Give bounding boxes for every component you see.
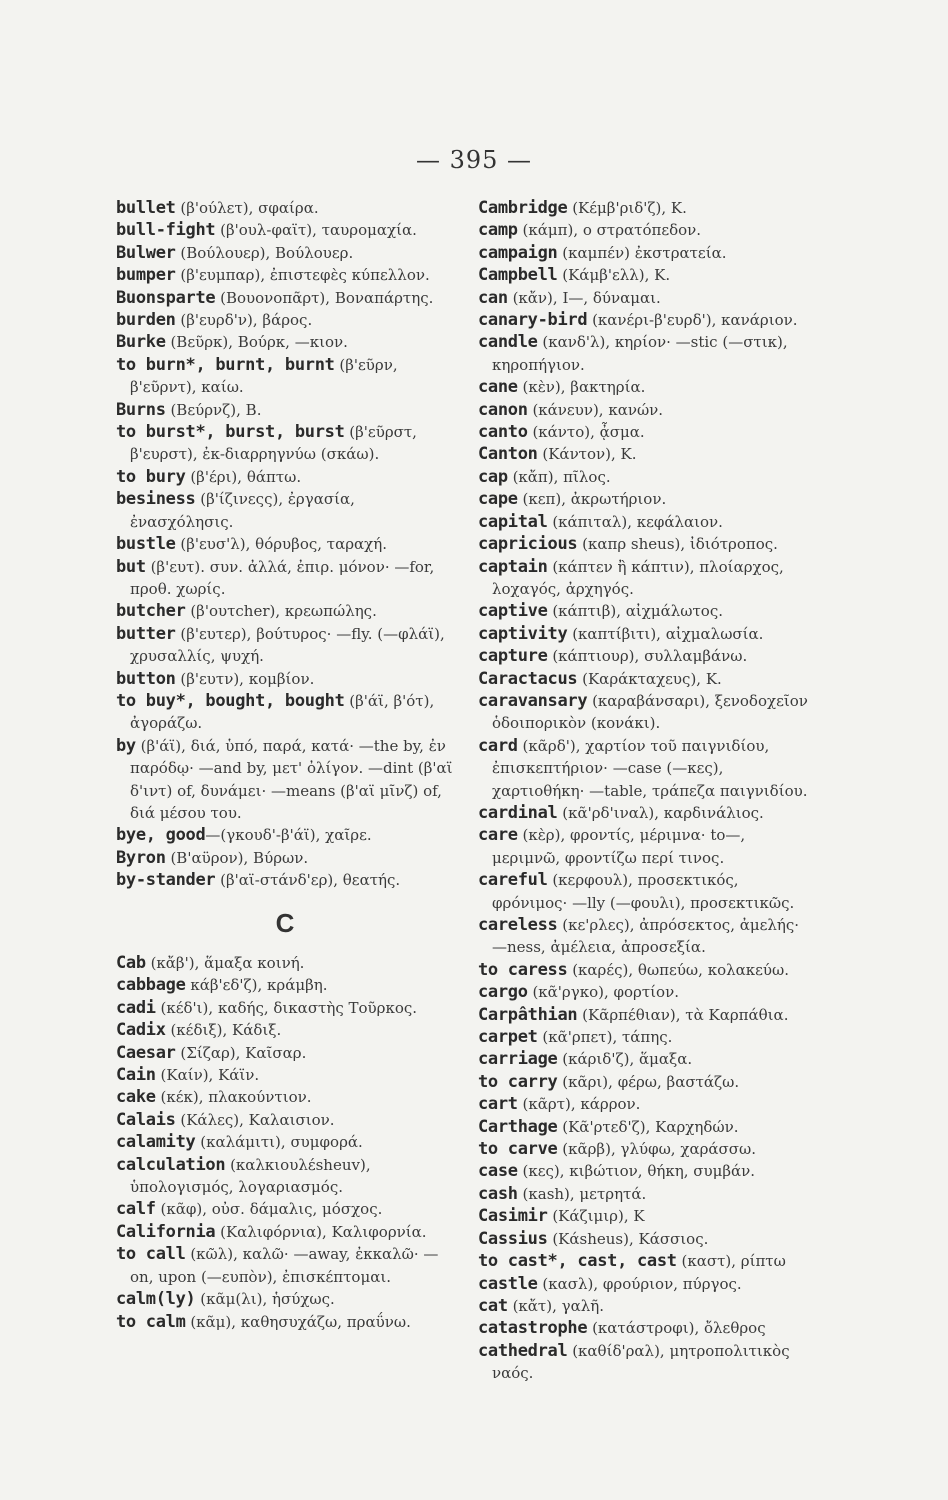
entry-definition: (κάνευν), κανών.	[527, 400, 664, 419]
dictionary-entry	[116, 488, 454, 533]
dictionary-entry	[478, 824, 818, 869]
entry-headword: to call	[116, 1244, 186, 1265]
entry-definition: (κανέρι-β'ευρδ'), κανάριον.	[587, 311, 798, 330]
entry-headword: careless	[478, 915, 558, 935]
entry-headword: camp	[478, 220, 518, 241]
dictionary-entry	[478, 1205, 818, 1227]
entry-headword: cardinal	[478, 802, 558, 823]
dictionary-entry	[116, 197, 454, 219]
dictionary-entry	[478, 197, 818, 219]
dictionary-entry	[478, 376, 818, 398]
dictionary-entry	[478, 645, 818, 667]
entry-definition: (β'αϊ-στάνδ'ερ), θεατής.	[215, 871, 401, 890]
entry-headword: cart	[478, 1094, 518, 1115]
entry-headword: capture	[478, 646, 548, 667]
entry-definition: (κᾶρι), φέρω, βαστάζω.	[557, 1072, 740, 1091]
entry-headword: to carve	[478, 1139, 558, 1160]
dictionary-entry	[116, 242, 454, 264]
entry-definition: (β'ουτcher), κρεωπώλης.	[185, 602, 377, 621]
dictionary-entry	[478, 1317, 818, 1339]
dictionary-entry	[116, 1198, 454, 1220]
entry-definition: (κανδ'λ), κηρίον· —stic (—στικ), κηροπήγιον.	[492, 333, 788, 374]
entry-definition: (κάμπ), ο στρατόπεδον.	[517, 221, 702, 240]
entry-headword: castle	[478, 1273, 538, 1294]
entry-headword: calculation	[116, 1154, 226, 1175]
dictionary-entry	[478, 1273, 818, 1295]
entry-definition: (β'εῦρν, β'εῦρντ), καίω.	[130, 355, 398, 397]
dictionary-entry	[478, 556, 818, 601]
entry-headword: to burn*, burnt, burnt	[116, 354, 335, 375]
dictionary-entry	[478, 1250, 818, 1272]
entry-headword: bullet	[116, 198, 176, 218]
dictionary-entry	[478, 735, 818, 802]
entry-headword: calf	[116, 1199, 156, 1220]
entry-headword: card	[478, 735, 518, 756]
dictionary-entry	[116, 556, 454, 601]
dictionary-entry	[116, 1086, 454, 1108]
dictionary-entry	[116, 690, 454, 735]
entry-definition: (β'άϊ, β'ότ), ἀγοράζω.	[130, 691, 435, 733]
entry-definition: (β'ευτ). συν. ἀλλά, ἐπιρ. μόνον· —for, προθ. χωρίς.	[130, 557, 435, 598]
entry-definition: (Βεῦρκ), Βούρκ, —κιον.	[165, 333, 348, 352]
entry-definition: (κῶλ), καλῶ· —away, ἐκκαλῶ· —on, upon (—ευπὸν), ἐπισκέπτομαι.	[130, 1245, 439, 1286]
entry-headword: Calais	[116, 1109, 176, 1130]
entry-definition: (κἄπ), πῖλος.	[507, 467, 611, 486]
entry-definition: (Βούλουερ), Βούλουερ.	[175, 243, 354, 262]
entry-headword: canto	[478, 422, 528, 443]
dictionary-entry	[116, 623, 454, 668]
dictionary-entry	[116, 997, 454, 1019]
dictionary-entry	[116, 421, 454, 466]
entry-definition: (κάπτεν ἢ κάπτιν), πλοίαρχος, λοχαγός, ἀρχηγός.	[492, 557, 784, 598]
entry-headword: carpet	[478, 1027, 538, 1048]
entry-definition: (Καίν), Κάϊν.	[155, 1066, 260, 1085]
entry-headword: campaign	[478, 242, 558, 263]
dictionary-entry	[478, 466, 818, 488]
entry-headword: to bury	[116, 466, 186, 487]
entry-definition: (κατάστροφι), ὄλεθρος	[587, 1319, 766, 1338]
entry-headword: besiness	[116, 489, 196, 510]
entry-headword: cane	[478, 377, 518, 398]
dictionary-entry	[116, 1311, 454, 1333]
entry-headword: California	[116, 1221, 216, 1242]
dictionary-entry	[116, 331, 454, 353]
entry-headword: case	[478, 1161, 518, 1182]
entry-headword: canary-bird	[478, 310, 588, 331]
entry-headword: captivity	[478, 623, 568, 644]
dictionary-entry	[478, 1026, 818, 1048]
entry-headword: carriage	[478, 1049, 558, 1070]
entry-headword: Carpâthian	[478, 1004, 578, 1025]
entry-definition: (κᾶμ(λι), ἡσύχως.	[195, 1290, 335, 1309]
entry-headword: caravansary	[478, 690, 588, 711]
entry-headword: Byron	[116, 847, 166, 868]
entry-headword: bull-fight	[116, 220, 216, 241]
entry-definition: (Κάντον), Κ.	[537, 445, 637, 464]
entry-definition: (καραβάνσαρι), ξενοδοχεῖον ὁδοιπορικὸν (κονάκι).	[492, 691, 808, 733]
entry-headword: cathedral	[478, 1340, 568, 1361]
entry-definition: (Σίζαρ), Καῖσαρ.	[175, 1043, 307, 1062]
dictionary-entry	[478, 1138, 818, 1160]
entry-definition: (κεπ), ἀκρωτήριον.	[517, 490, 667, 509]
entry-definition: (Βουονοπᾶρτ), Βοναπάρτης.	[215, 288, 434, 307]
entry-headword: Cassius	[478, 1228, 548, 1249]
entry-definition: (κᾶ'ρπετ), τάπης.	[537, 1028, 673, 1047]
entry-headword: capital	[478, 511, 548, 532]
dictionary-entry	[478, 1295, 818, 1317]
entry-headword: Campbell	[478, 265, 558, 286]
entry-headword: Cab	[116, 953, 146, 973]
entry-headword: but	[116, 556, 146, 577]
entry-headword: cash	[478, 1183, 518, 1204]
entry-headword: Carthage	[478, 1116, 558, 1137]
entry-definition: (καπτίβιτι), αἰχμαλωσία.	[567, 624, 764, 643]
right-entries	[478, 197, 818, 1385]
entry-headword: can	[478, 287, 508, 308]
dictionary-entry	[478, 600, 818, 622]
dictionary-entry	[116, 287, 454, 309]
entry-headword: Caesar	[116, 1042, 176, 1063]
entry-headword: burden	[116, 310, 176, 331]
dictionary-entry	[116, 1019, 454, 1041]
entry-definition: (β'ευτερ), βούτυρος· —fly. (—φλάϊ), χρυσαλλίς, ψυχή.	[130, 624, 445, 666]
entry-definition: —(γκουδ'-β'άϊ), χαῖρε.	[205, 826, 372, 845]
entry-definition: (κᾶμ), καθησυχάζω, πραΰνω.	[185, 1312, 411, 1331]
entry-headword: cadi	[116, 997, 156, 1018]
entry-definition: (β'ευτν), κομβίον.	[175, 669, 315, 688]
entry-definition: (καρές), θωπεύω, κολακεύω.	[567, 960, 790, 979]
entry-headword: to carry	[478, 1071, 558, 1092]
entry-headword: Buonsparte	[116, 287, 216, 308]
dictionary-entry	[478, 1160, 818, 1182]
dictionary-entry	[116, 1288, 454, 1310]
dictionary-entry	[478, 869, 818, 914]
entry-headword: Casimir	[478, 1206, 548, 1227]
dictionary-entry	[478, 1093, 818, 1115]
dictionary-entry	[478, 533, 818, 555]
entry-definition: (β'ουλ-φαϊτ), ταυρομαχία.	[215, 221, 417, 240]
entry-headword: care	[478, 825, 518, 846]
dictionary-entry	[116, 869, 454, 891]
dictionary-entry	[116, 1109, 454, 1131]
entry-definition: (β'εῦρστ, β'ευρστ), ἐκ-διαρρηγνύω (σκάω).	[130, 423, 417, 464]
entry-definition: (β'ευμπαρ), ἐπιστεφὲς κύπελλον.	[175, 266, 430, 285]
entry-definition: κάβ'εδ'ζ), κράμβη.	[185, 976, 328, 995]
dictionary-entry	[478, 309, 818, 331]
dictionary-entry	[116, 264, 454, 286]
dictionary-entry	[478, 287, 818, 309]
dictionary-entry	[116, 533, 454, 555]
dictionary-entry	[478, 443, 818, 465]
entry-headword: canon	[478, 399, 528, 420]
entry-definition: (β'ίζινεςς), ἐργασία, ἐνασχόλησις.	[130, 490, 355, 531]
entry-headword: by-stander	[116, 870, 216, 891]
dictionary-entry	[478, 1048, 818, 1070]
dictionary-entry	[116, 974, 454, 996]
entry-headword: to cast*, cast, cast	[478, 1251, 677, 1272]
entry-headword: by	[116, 735, 136, 756]
entry-definition: (κἄν), Ι—, δύναμαι.	[507, 288, 661, 307]
entry-headword: to burst*, burst, burst	[116, 422, 345, 443]
dictionary-entry	[116, 219, 454, 241]
left-column	[116, 197, 454, 1333]
entry-definition: (Κέμβ'ριδ'ζ), Κ.	[567, 199, 687, 217]
dictionary-entry	[478, 331, 818, 376]
entry-definition: (κάπτιουρ), συλλαμβάνω.	[547, 647, 748, 666]
entry-headword: cap	[478, 466, 508, 487]
entry-definition: (κᾶρτ), κάρρον.	[517, 1095, 641, 1114]
dictionary-entry	[478, 242, 818, 264]
dictionary-entry	[478, 914, 818, 959]
entry-headword: cake	[116, 1087, 156, 1108]
entry-headword: cabbage	[116, 975, 186, 996]
entry-definition: (Βεύρνζ), Β.	[165, 400, 262, 419]
dictionary-entry	[478, 1071, 818, 1093]
entry-definition: (κε'ρλες), ἀπρόσεκτος, ἀμελής· —ness, ἀμέλεια, ἀπροσεξία.	[492, 916, 800, 957]
dictionary-entry	[478, 1340, 818, 1385]
entry-definition: (κασλ), φρούριον, πύργος.	[537, 1274, 742, 1293]
entry-headword: capricious	[478, 534, 578, 555]
entry-definition: (β'ούλετ), σφαίρα.	[175, 199, 319, 217]
entry-definition: (καλάμιτι), συμφορά.	[195, 1133, 363, 1152]
entry-definition: (Κάζιμιρ), Κ	[547, 1207, 645, 1226]
dictionary-entry	[116, 399, 454, 421]
dictionary-entry	[116, 1131, 454, 1153]
entry-definition: (κᾶρβ), γλύφω, χαράσσω.	[557, 1140, 756, 1159]
dictionary-entry	[478, 981, 818, 1003]
dictionary-entry	[116, 1064, 454, 1086]
entry-headword: Bulwer	[116, 242, 176, 263]
entry-definition: (καμπέν) ἐκστρατεία.	[557, 243, 727, 262]
dictionary-entry	[116, 309, 454, 331]
entry-headword: Cadix	[116, 1020, 166, 1041]
entry-definition: (Καράκταχευς), Κ.	[577, 669, 722, 688]
entry-definition: (β'έρι), θάπτω.	[185, 467, 302, 486]
entry-definition: (κἄτ), γαλῆ.	[507, 1296, 604, 1315]
entry-headword: bye, good	[116, 825, 206, 846]
entry-headword: calm(ly)	[116, 1289, 196, 1310]
dictionary-entry	[116, 354, 454, 399]
entry-headword: to buy*, bought, bought	[116, 690, 345, 711]
entry-definition: (κᾶ'ρδ'ιναλ), καρδινάλιος.	[557, 803, 764, 822]
entry-headword: to caress	[478, 959, 568, 980]
entry-headword: captain	[478, 556, 548, 577]
entry-headword: candle	[478, 332, 538, 353]
entry-headword: calamity	[116, 1132, 196, 1153]
entry-definition: (καπρ sheus), ἰδιότροπος.	[577, 535, 778, 554]
dictionary-entry	[116, 1042, 454, 1064]
dictionary-entry	[478, 264, 818, 286]
entry-headword: button	[116, 668, 176, 689]
entry-headword: bustle	[116, 534, 176, 555]
entry-definition: (κέδ'ι), καδής, δικαστὴς Τοῦρκος.	[155, 998, 418, 1017]
dictionary-entry	[116, 952, 454, 974]
entry-headword: cat	[478, 1295, 508, 1316]
entry-headword: Caractacus	[478, 668, 578, 689]
entry-headword: Cambridge	[478, 198, 568, 218]
entry-headword: careful	[478, 870, 548, 891]
entry-definition: (Κᾶρπέθιαν), τὰ Καρπάθια.	[577, 1005, 789, 1024]
dictionary-entry	[116, 1154, 454, 1199]
entry-headword: Burke	[116, 332, 166, 353]
right-column	[478, 197, 818, 1385]
entry-definition: (κάπιταλ), κεφάλαιον.	[547, 512, 723, 531]
entry-headword: butcher	[116, 601, 186, 622]
entry-definition: (β'άϊ), διά, ὑπό, παρά, κατά· —the by, ἐν παρόδῳ· —and by, μετ' ὀλίγον. —dint (β'αϊ δ'ιντ) of, δυνάμει· —means (β'αϊ μῖνζ) of, διά μέσου του.	[130, 736, 453, 822]
entry-definition: (Κάμβ'ελλ), Κ.	[557, 266, 671, 285]
page-number: — 395 —	[415, 146, 533, 174]
dictionary-entry	[478, 1183, 818, 1205]
dictionary-entry	[116, 600, 454, 622]
entry-definition: (καλκιουλέsheuv), ὑπολογισμός, λογαριασμός.	[130, 1155, 371, 1197]
dictionary-entry	[478, 623, 818, 645]
left-entries-b-section	[116, 197, 454, 892]
entry-headword: cargo	[478, 982, 528, 1003]
left-entries-c-section	[116, 952, 454, 1333]
dictionary-entry	[478, 219, 818, 241]
dictionary-entry	[116, 466, 454, 488]
dictionary-entry	[478, 1004, 818, 1026]
entry-definition: (Καλιφόρνια), Καλιφορνία.	[215, 1222, 427, 1241]
dictionary-entry	[478, 1116, 818, 1138]
entry-headword: catastrophe	[478, 1318, 588, 1339]
dictionary-entry	[116, 1243, 454, 1288]
entry-definition: (καστ), ρίπτω	[676, 1252, 786, 1271]
entry-headword: Burns	[116, 399, 166, 420]
dictionary-entry	[478, 1228, 818, 1250]
entry-definition: (κερφουλ), προσεκτικός, φρόνιμος· —lly (—φουλι), προσεκτικῶς.	[492, 871, 795, 912]
entry-definition: (β'ευρδ'ν), βάρος.	[175, 311, 313, 330]
entry-definition: (κᾶφ), οὐσ. δάμαλις, μόσχος.	[155, 1200, 383, 1219]
entry-headword: captive	[478, 601, 548, 622]
entry-definition: (κάντο), ᾆσμα.	[527, 423, 645, 442]
entry-definition: (κash), μετρητά.	[517, 1184, 647, 1203]
dictionary-entry	[478, 511, 818, 533]
entry-definition: (κέδιξ), Κάδιξ.	[165, 1021, 282, 1040]
entry-definition: (κάπτιβ), αἰχμάλωτος.	[547, 602, 723, 621]
dictionary-entry	[478, 668, 818, 690]
entry-definition: (κᾶρδ'), χαρτίον τοῦ παιγνιδίου, ἐπισκεπτήριον· —case (—κες), χαρτιοθήκη· —table, τράπεζα παιγνιδίου.	[492, 736, 808, 800]
dictionary-entry	[116, 735, 454, 825]
dictionary-entry	[116, 1221, 454, 1243]
section-letter: C	[275, 907, 295, 938]
dictionary-entry	[478, 399, 818, 421]
dictionary-entry	[478, 802, 818, 824]
entry-definition: (κἄβ'), ἅμαξα κοινή.	[145, 954, 305, 972]
entry-definition: (κέκ), πλακούντιον.	[155, 1088, 312, 1107]
dictionary-entry	[116, 824, 454, 846]
entry-definition: (Κᾶ'ρτεδ'ζ), Καρχηδών.	[557, 1117, 739, 1136]
entry-headword: Cain	[116, 1065, 156, 1086]
entry-definition: (κες), κιβώτιον, θήκη, συμβάν.	[517, 1162, 756, 1181]
dictionary-entry	[478, 488, 818, 510]
entry-headword: cape	[478, 489, 518, 510]
dictionary-entry	[478, 690, 818, 735]
entry-definition: (κὲν), βακτηρία.	[517, 378, 646, 397]
dictionary-entry	[116, 847, 454, 869]
entry-definition: (κὲρ), φροντίς, μέριμνα· to—, μεριμνῶ, φροντίζω περί τινος.	[492, 826, 746, 867]
entry-headword: Canton	[478, 444, 538, 465]
entry-definition: (Κάλες), Καλαισιον.	[175, 1110, 335, 1129]
dictionary-entry	[478, 959, 818, 981]
entry-headword: butter	[116, 623, 176, 644]
entry-definition: (καθίδ'ραλ), μητροπολιτικὸς ναός.	[492, 1341, 790, 1383]
entry-definition: (Β'αϋρον), Βύρων.	[165, 848, 309, 867]
entry-definition: (Κάsheus), Κάσσιος.	[547, 1229, 709, 1248]
entry-headword: to calm	[116, 1311, 186, 1332]
entry-headword: bumper	[116, 265, 176, 286]
entry-definition: (κάριδ'ζ), ἅμαξα.	[557, 1050, 693, 1069]
entry-definition: (κᾶ'ργκο), φορτίον.	[527, 983, 679, 1002]
entry-definition: (β'ευσ'λ), θόρυβος, ταραχή.	[175, 535, 388, 554]
dictionary-entry	[116, 668, 454, 690]
dictionary-entry	[478, 421, 818, 443]
